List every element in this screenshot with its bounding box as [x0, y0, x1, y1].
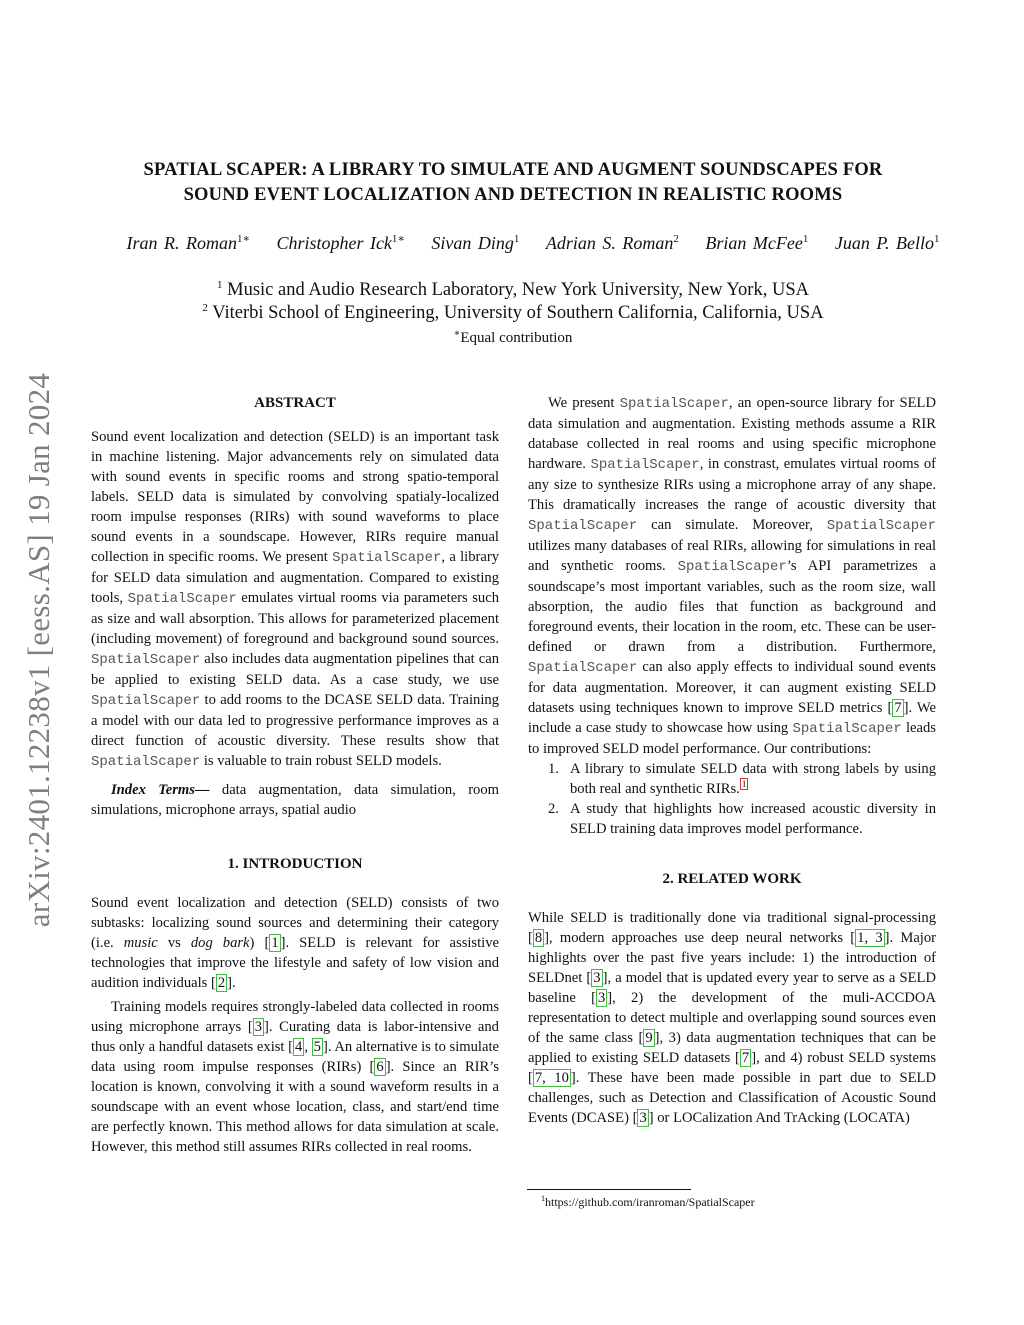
title-line-2: SOUND EVENT LOCALIZATION AND DETECTION IN REALISTIC ROOMS: [183, 185, 843, 205]
author: Juan P. Bello$^1$: [834, 233, 940, 253]
author: Iran R. Roman$^{1∗}$: [126, 233, 250, 253]
author: Brian McFee$^1$: [705, 233, 809, 253]
citation-link[interactable]: 9: [645, 1030, 653, 1046]
title-line-1: SPATIAL SCAPER: A LIBRARY TO SIMULATE AND AUGMENT SOUNDSCAPES FOR: [143, 160, 883, 180]
intro-continued: We present SpatialScaper, an open-source library for SELD data simulation and augmentation. Existing methods assume a RIR database collected in real rooms and using specific microphone hardware. SpatialScaper, in constrast, emulates virtual rooms of any size to synthesize RIRs using a microphone array of any shape. This dramatically increases the range of acoustic diversity that SpatialScaper can simulate. Moreover, SpatialScaper utilizes many databases of real RIRs, allowing for simulations in real and synthetic rooms. SpatialScaper’s API parametrizes a soundscape’s most important variables, such as the room size, wall absorption, the audio files that function as background and foreground events, their location in the room, etc. These can be user-defined or drawn from a distribution. Furthermore, SpatialScaper can also apply effects to individual sound events for data augmentation. Moreover, it can augment existing SELD datasets using techniques known to improve SELD metrics [ 7 ]. We include a case study to showcase how using SpatialScaper leads to improved SELD model performance. Our contributions:: [528, 395, 936, 757]
equal-contribution-note: ∗Equal contribution: [453, 328, 573, 346]
index-terms: Index Terms— data augmentation, data simulation, room simulations, microphone arrays, spatial audio: [91, 782, 499, 818]
citation-link[interactable]: 1: [271, 935, 279, 951]
contributions-list: [528, 759, 936, 839]
author-list: [60, 232, 1006, 254]
citation-link[interactable]: 3: [593, 970, 601, 986]
arxiv-stamp: [18, 345, 60, 955]
list-item: 2. A study that highlights how increased acoustic diversity in SELD training data improves model performance.: [548, 801, 936, 837]
footnote: $^1$https://github.com/iranroman/SpatialScaper: [541, 1194, 755, 1209]
citation-link[interactable]: 6: [376, 1059, 384, 1075]
author: Christopher Ick$^{1∗}$: [276, 233, 405, 253]
intro-heading: 1. INTRODUCTION: [227, 856, 363, 872]
left-column: [91, 393, 499, 1157]
citation-link[interactable]: 3: [597, 990, 606, 1006]
arxiv-id: arXiv:2401.12238v1 [eess.AS] 19 Jan 2024: [21, 372, 56, 928]
related-work-text: While SELD is traditionally done via traditional signal-processing [ 8 ], modern approaches use deep neural networks [ 1, 3 ]. Major highlights over the past five years include: 1) the introduction of SELDnet [ 3 ], a model that is updated every year to serve as a SELD baseline [ 3 ], 2) the development of the muli-ACCDOA representation to detect multiple and overlapping sound sources even of the same class [ 9 ], 3) data augmentation techniques that can be applied to existing SELD datasets [ 7 ], and 4) robust SELD systems [ 7, 10 ]. These have been made possible in part due to SELD challenges, such as Detection and Classification of Acoustic Sound Events (DCASE) [ 3 ] or LOCalization And TrAcking (LOCATA): [528, 910, 937, 1126]
citation-link[interactable]: 2: [217, 975, 226, 991]
author: Sivan Ding$^1$: [431, 233, 520, 253]
right-column: [528, 393, 936, 1128]
citation-link[interactable]: 3: [254, 1019, 262, 1035]
related-work-heading: 2. RELATED WORK: [662, 871, 802, 887]
intro-paragraph-1: Sound event localization and detection (SELD) consists of two subtasks: localizing sound sources and determining their category (i.e. music vs dog bark) [ 1 ]. SELD is relevant for assistive technologies that improve the lifestyle and safety of low vision and audition individuals [ 2 ].: [91, 895, 499, 991]
abstract-heading: ABSTRACT: [254, 395, 336, 411]
citation-link[interactable]: 7: [741, 1050, 750, 1066]
list-item: 1. A library to simulate SELD data with strong labels by using both real and synthetic RIRs. $^1$: [548, 761, 936, 797]
citation-link[interactable]: 4: [295, 1039, 303, 1055]
citation-link[interactable]: 3: [639, 1110, 647, 1126]
citation-link[interactable]: 1, 3: [857, 930, 883, 946]
citation-link[interactable]: 8: [534, 930, 543, 946]
footnote-rule: [527, 1189, 691, 1190]
citation-link[interactable]: 5: [313, 1039, 321, 1055]
footnote-url[interactable]: https://github.com/iranroman/SpatialScaper: [545, 1195, 755, 1209]
affiliation-2: $^2$ Viterbi School of Engineering, University of Southern California, California, USA: [202, 302, 824, 324]
paper-title: [80, 158, 946, 208]
intro-paragraph-2: Training models requires strongly-labeled data collected in rooms using microphone arrays [ 3 ]. Curating data is labor-intensive and thus only a handful datasets exist [ 4 , 5 ]. An alternative is to simulate data using room impulse responses (RIRs) [ 6 ]. Since an RIR’s location is known, convolving it with a sound waveform results in a soundscape with an event whose location, class, and start/end time are perfectly known. This method allows for data simulation at scale. However, this method still assumes RIRs collected in real rooms.: [91, 999, 500, 1155]
affiliation-1: $^1$ Music and Audio Research Laboratory, New York University, New York, USA: [217, 279, 809, 301]
citation-link[interactable]: 7: [894, 700, 902, 716]
citation-link[interactable]: 7, 10: [534, 1070, 569, 1086]
author: Adrian S. Roman$^2$: [545, 233, 679, 253]
abstract-text: Sound event localization and detection (SELD) is an important task in machine listening. Major advancements rely on simulated data with sound events in specific rooms and strong spatio-temporal labels. SELD data is simulated by convolving spatialy-localized room impulse responses (RIRs) with sound waveforms to place sound events in a soundscape. However, RIRs require manual collection in specific rooms. We present SpatialScaper, a library for SELD data simulation and augmentation. Compared to existing tools, SpatialScaper emulates virtual rooms via parameters such as size and wall absorption. This allows for parameterized placement (including movement) of foreground and background sound sources. SpatialScaper also includes data augmentation pipelines that can be applied to existing SELD data. As a case study, we use SpatialScaper to add rooms to the DCASE SELD data. Training a model with our data led to progressive performance improves as a direct function of acoustic diversity. These results show that SpatialScaper is valuable to train robust SELD models.: [91, 429, 499, 770]
footnote-link[interactable]: 1: [741, 779, 747, 790]
